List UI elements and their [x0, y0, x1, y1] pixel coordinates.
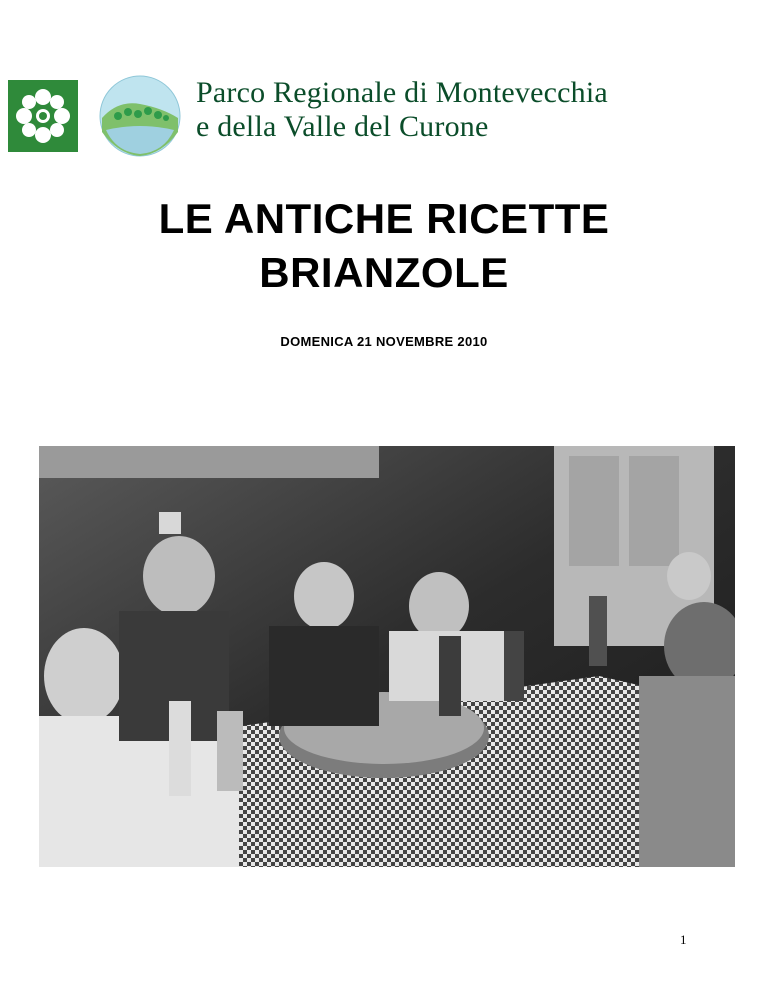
page-title: [0, 192, 768, 300]
park-emblem-icon: [98, 74, 182, 158]
cover-photo: [39, 446, 735, 867]
park-name-line1: Parco Regionale di Montevecchia: [196, 76, 608, 109]
lombardy-rose-logo-icon: [8, 80, 78, 152]
park-name-line2: e della Valle del Curone: [196, 110, 489, 143]
park-name: [196, 76, 608, 144]
page-number: 1: [680, 932, 687, 947]
header: [6, 74, 746, 160]
title-line2: BRIANZOLE: [259, 249, 509, 296]
title-line1: LE ANTICHE RICETTE: [158, 195, 610, 242]
event-date: DOMENICA 21 NOVEMBRE 2010: [280, 334, 488, 349]
